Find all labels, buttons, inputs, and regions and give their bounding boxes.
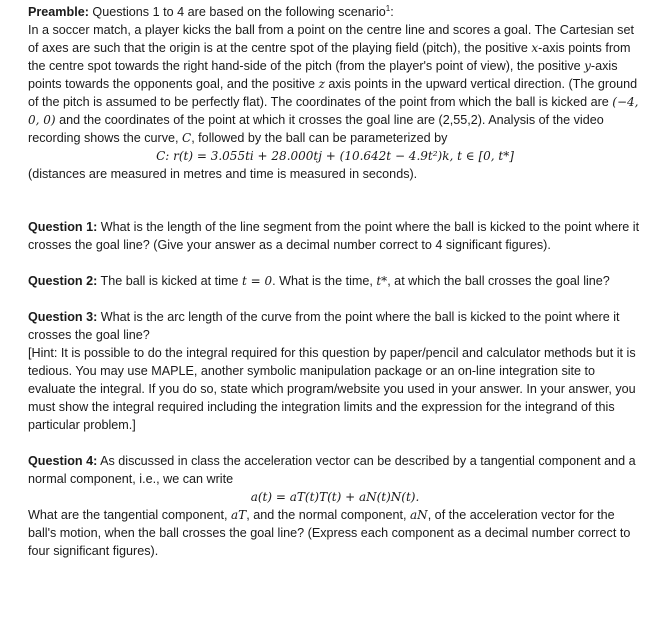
t-zero: t = 0 xyxy=(241,274,273,288)
t-star: t* xyxy=(376,274,388,288)
question-1 xyxy=(28,218,642,254)
kick-point: (−4, 0, 0) xyxy=(28,95,639,127)
question-3 xyxy=(28,308,642,344)
acceleration-equation: a(t) = aT(t)T(t) + aN(t)N(t). xyxy=(250,490,420,504)
preamble-text-c: -axis points towards the opponents goal, and the positive xyxy=(28,59,618,91)
q3-label: Question 3: xyxy=(28,310,98,324)
q4-text-c: , and the normal component, xyxy=(246,508,411,522)
footnote-mark[interactable]: 1 xyxy=(385,3,391,13)
question-2 xyxy=(28,272,642,290)
q4-text-d: , of the acceleration vector for the ball's motion, when the ball crosses the goal line? (Express each component as a decimal number correct to four significant figures). xyxy=(28,508,631,558)
preamble-intro: Questions 1 to 4 are based on the following scenario xyxy=(92,5,386,19)
question-4 xyxy=(28,452,642,488)
preamble-colon: : xyxy=(390,5,394,19)
q3-hint: [Hint: It is possible to do the integral required for this question by paper/pencil and calculator methods but it is tedious. You may use MAPLE, another symbolic manipulation package or an on-line integration site to evaluate the integral. If you do so, state which program/website you used in your answer. In your answer, you must show the integral required including the integration limits and the expression for the integrand of this particular problem.] xyxy=(28,346,636,432)
a-t-var: aT xyxy=(231,508,247,522)
z-axis-var: z xyxy=(318,77,325,91)
q2-text-c: , at which the ball crosses the goal line? xyxy=(387,274,610,288)
preamble-text-b: -axis points from the centre spot towards the right hand-side of the pitch (from the player's point of view), the positive xyxy=(28,41,631,73)
preamble-paragraph xyxy=(28,3,642,21)
q3-text: What is the arc length of the curve from the point where the ball is kicked to the point where it crosses the goal line? xyxy=(28,310,620,342)
q2-text-b: . What is the time, xyxy=(272,274,377,288)
preamble-body xyxy=(28,21,642,147)
q4-label: Question 4: xyxy=(28,454,98,468)
q1-text: What is the length of the line segment from the point where the ball is kicked to the point where it crosses the goal line? (Give your answer as a decimal number correct to 4 significant figures). xyxy=(28,220,640,252)
preamble-text-f: , followed by the ball can be parameterized by xyxy=(191,131,448,145)
q4-text-b: What are the tangential component, xyxy=(28,508,232,522)
preamble-text-a: In a soccer match, a player kicks the ball from a point on the centre line and scores a goal. The Cartesian set of axes are such that the origin is at the centre spot of the playing field (pitch), the positive xyxy=(28,23,634,55)
q1-label: Question 1: xyxy=(28,220,98,234)
a-n-var: aN xyxy=(410,508,428,522)
curve-equation: C: r(t) = 3.055ti + 28.000tj + (10.642t − 4.9t²)k, t ∈ [0, t*] xyxy=(156,149,514,163)
y-axis-var: y xyxy=(584,59,591,73)
q2-label: Question 2: xyxy=(28,274,98,288)
preamble-text-e: and the coordinates of the point at which it crosses the goal line are (2,55,2). Analysis of the video recording shows the curve, xyxy=(28,113,604,145)
curve-var: C xyxy=(182,131,192,145)
q4-body xyxy=(28,506,642,560)
x-axis-var: x xyxy=(531,41,539,55)
preamble-text-d: axis points in the upward vertical direction. (The ground of the pitch is assumed to be perfectly flat). The coordinates of the point from which the ball is kicked are xyxy=(28,77,638,109)
q2-text-a: The ball is kicked at time xyxy=(97,274,242,288)
q4-text-a: As discussed in class the acceleration vector can be described by a tangential component and a normal component, i.e., we can write xyxy=(28,454,636,486)
preamble-label: Preamble: xyxy=(28,5,89,19)
units-note: (distances are measured in metres and time is measured in seconds). xyxy=(28,167,418,181)
